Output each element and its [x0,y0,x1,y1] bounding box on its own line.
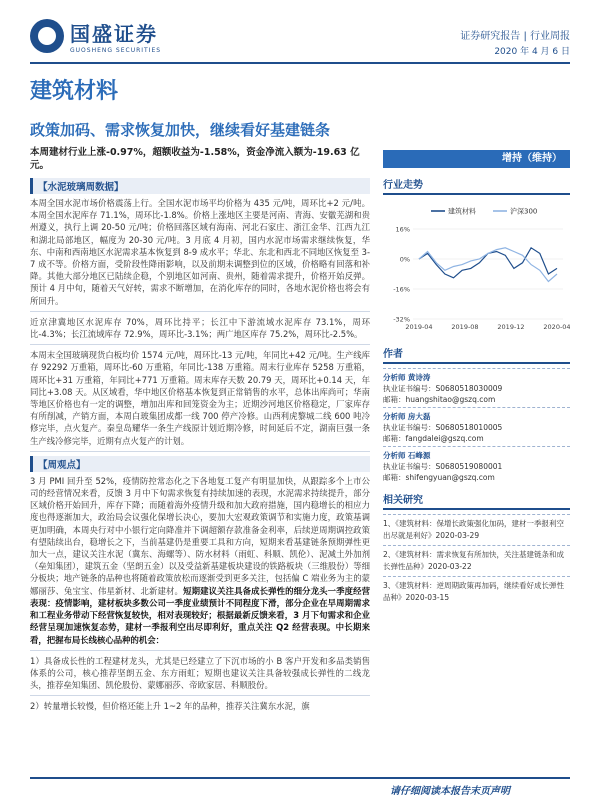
y-tick-label: 16% [395,225,410,234]
divider [30,451,370,452]
view-text: 3 月 PMI 回升至 52%，疫情防控常态化之下各地复工复产有明显加快，从跟踪多个上市公司的经营情况来看，反馈 3 月中下旬需求恢复有持续加速的表现，水泥需求持续提升，部分区域价格开始回升，库存下降；而随着海外疫情升级和加大政府措施，国内稳增长的相应力度也得逐渐加大，政治局会议强化保增长决心，要加大宏观政策调节和实施力度，政策基调更加明确，本周央行对中小银行定向降准并下调超额存款准备金利率，后续逆周期调控政策有望陆续出台，稳增长之下，当前基建仍是重要工具和方向，短期来看基建链条预期弹性更加大一点，建议关注水泥（冀东、海螺等）、防水材料（雨虹、科顺、凯伦）、泥减土外加剂（垒知集团），建筑五金（坚朗五金）以及受益新基建板块建设的铁路板块（三维股份）等细分板块；地产链条的品种也将随着政策放松而逐渐受到更多关注，包括偏 C 端业务为主的蒙娜丽莎、兔宝宝、伟星新材、北新建材。 [30,475,370,596]
cement-paragraph-2: 近京津冀地区水泥库存 70%，周环比持平；长江中下游流域水泥库存 73.1%，周环比-4.3%；长江流域库存 72.9%，周环比-3.1%；两广地区库存 75.2%，周环比-2.5%。 [30,316,370,340]
report-headline: 政策加码、需求恢复加快，继续看好基建链条 [30,121,331,139]
divider [30,344,370,345]
related-report-link[interactable]: 2、《建筑材料：需求恢复有所加快，关注基建链条和成长弹性品种》2020-03-22 [383,545,570,576]
trend-title: 行业走势 [383,176,570,195]
analyst-name: 黄诗涛 [407,373,431,382]
y-tick-label: -16% [393,285,410,294]
trend-chart [383,199,570,339]
series-line [419,248,557,282]
analyst-name: 房大磊 [407,412,431,421]
series-line [419,248,557,278]
divider [30,695,370,696]
report-date: 2020 年 4 月 6 日 [494,47,570,57]
x-tick-label: 2020-04 [543,323,570,331]
report-header [0,0,600,66]
view-paragraph-3: 2）转量增长较慢，但价格还能上升 1~2 年的品种，推荐关注冀东水泥，旗 [30,701,310,712]
analyst-cert: 执业证书编号：S0680518030009 [383,384,503,393]
legend-label: 建筑材料 [448,207,476,216]
x-tick-label: 2019-12 [497,323,525,331]
section-title-view: 【周观点】 [30,456,370,472]
analyst-cert: 执业证书编号：S0680519080001 [383,462,503,471]
report-footer [0,777,600,800]
analyst-email[interactable]: 邮箱：fangdalei@gszq.com [383,434,484,443]
header-divider [30,62,570,64]
rating-badge: 增持（维持） [383,150,570,168]
report-type: 证券研究报告 | 行业周报 [460,31,570,42]
logo-cn-text: 国盛证券 [70,22,158,46]
analyst-cert: 执业证书编号：S0680518010005 [383,423,503,432]
view-paragraph-1 [30,475,370,646]
analyst-card [383,446,570,485]
legend-label: 沪深300 [510,207,538,216]
analyst-role: 分析师 [383,451,406,460]
analyst-name: 石峰源 [407,451,431,460]
analyst-email[interactable]: 邮箱：shifengyuan@gszq.com [383,473,495,482]
intro-summary: 本周建材行业上涨-0.97%，超额收益为-1.58%，资金净流入额为-19.63 亿元。 [30,147,360,171]
company-logo [30,18,161,54]
y-tick-label: -32% [393,315,410,324]
sidebar [383,176,570,607]
y-tick-label: 0% [399,255,410,264]
industry-title: 建筑材料 [30,79,119,104]
analyst-role: 分析师 [383,412,406,421]
footer-slogan: 请仔细阅读本报告末页声明 [390,786,510,797]
cement-paragraph-1: 本周全国水泥市场价格震荡上行。全国水泥市场平均价格为 435 元/吨，周环比+2 元/吨。本周全国水泥库存 71.1%，周环比-1.8%。价格上涨地区主要是河南、青海、安徽芜湖和贵州遵义，执行上调 20-50 元/吨；价格回落区域有海南、河北石家庄、浙江金华、江西九江和湖北局部地区，幅度为 20-30 元/吨。3 月底 4 月初，国内水泥市场需求继续恢复，华东、中南和西南地区水泥需求基本恢复到 8-9 成水平；华北、东北和西北不同地区恢复至 3-7 成不等。价格方面，受阶段性降雨影响，以及前期未调整到位的区域，价格略有回落和补降。其他大部分地区已陆续企稳，个别地区如河南、贵州，随着需求提升，价格开始反弹。预计 4 月中旬，随着天气好转，需求不断增加，在消化库存的同时，各地水泥价格也将会有所回升。 [30,198,370,306]
glass-paragraph: 本周末全国玻璃现货白板均价 1574 元/吨，周环比-13 元/吨，年同比+42 元/吨。生产线库存 92292 万重箱，周环比-60 万重箱，年同比-138 万重箱。周末行业库存 5258 万重箱，周环比+31 万重箱，年同比+771 万重箱。周末库存天数 20.79 天，周环比+0.14 天，年同比+3.08 天。从区域看，华中地区价格基本恢复到正常销售的水平，总体出库尚可；华南等地区价格也有一定的调整，增加出库和回笼资金为主；近期沙河地区价格稳定，厂家库存有所削减，产销方面，本周白玻集团成都一线 700 停产冷修。山西利虎黎城二线 600 吨冷修完毕，点火复产。秦皇岛耀华一条生产线原计划近期冷修，时间延后不定，湖南巨强一条生产线冷修完毕，近期有点火复产的计划。 [30,350,370,446]
divider [30,650,370,651]
related-report-link[interactable]: 1、《建筑材料：保增长政策强化加码，建材一季报利空出尽就是利好》2020-03-29 [383,514,570,545]
main-content [30,178,370,717]
related-section [383,491,570,607]
logo-en-text: GUOSHENG SECURITIES [70,47,162,54]
footer-divider [30,777,570,779]
x-tick-label: 2019-04 [405,323,433,331]
x-tick-label: 2019-08 [451,323,479,331]
analyst-role: 分析师 [383,373,406,382]
view-paragraph-2: 1）具备成长性的工程建材龙头，尤其是已经建立了下沉市场的小 B 客户开发和多品类销售体系的公司，核心推荐坚朗五金、东方雨虹；短期也建议关注具备较强成长弹性的二线龙头，推荐垒知集团、凯伦股份、蒙娜丽莎、帝欧家居、科顺股份。 [30,655,370,691]
view-bold-text: 短期建议关注具备成长弹性的细分龙头一季度经营表现：疫情影响，建材板块多数公司一季度业绩预计不同程度下滑，部分企业在早周期需求和工程业务带动下经营恢复较快，相对表现较好；根据最新反馈来看，3 月下旬需求和企业经营呈现加速恢复态势，建材一季报利空出尽即利好，重点关注 Q2 经营表现。中长期来看，把握布局长线核心品种的机会： [30,585,371,645]
analyst-title: 作者 [383,345,570,364]
analyst-section [383,345,570,485]
related-title: 相关研究 [383,491,570,510]
analyst-card [383,368,570,407]
divider [30,311,370,312]
section-title-cement: 【水泥玻璃周数据】 [30,178,370,194]
logo-icon [30,19,64,53]
trend-chart-svg [383,199,570,339]
analyst-email[interactable]: 邮箱：huangshitao@gszq.com [383,395,496,404]
related-report-link[interactable]: 3、《建筑材料：逆周期政策再加码，继续看好成长弹性品种》2020-03-15 [383,576,570,607]
analyst-card [383,407,570,446]
